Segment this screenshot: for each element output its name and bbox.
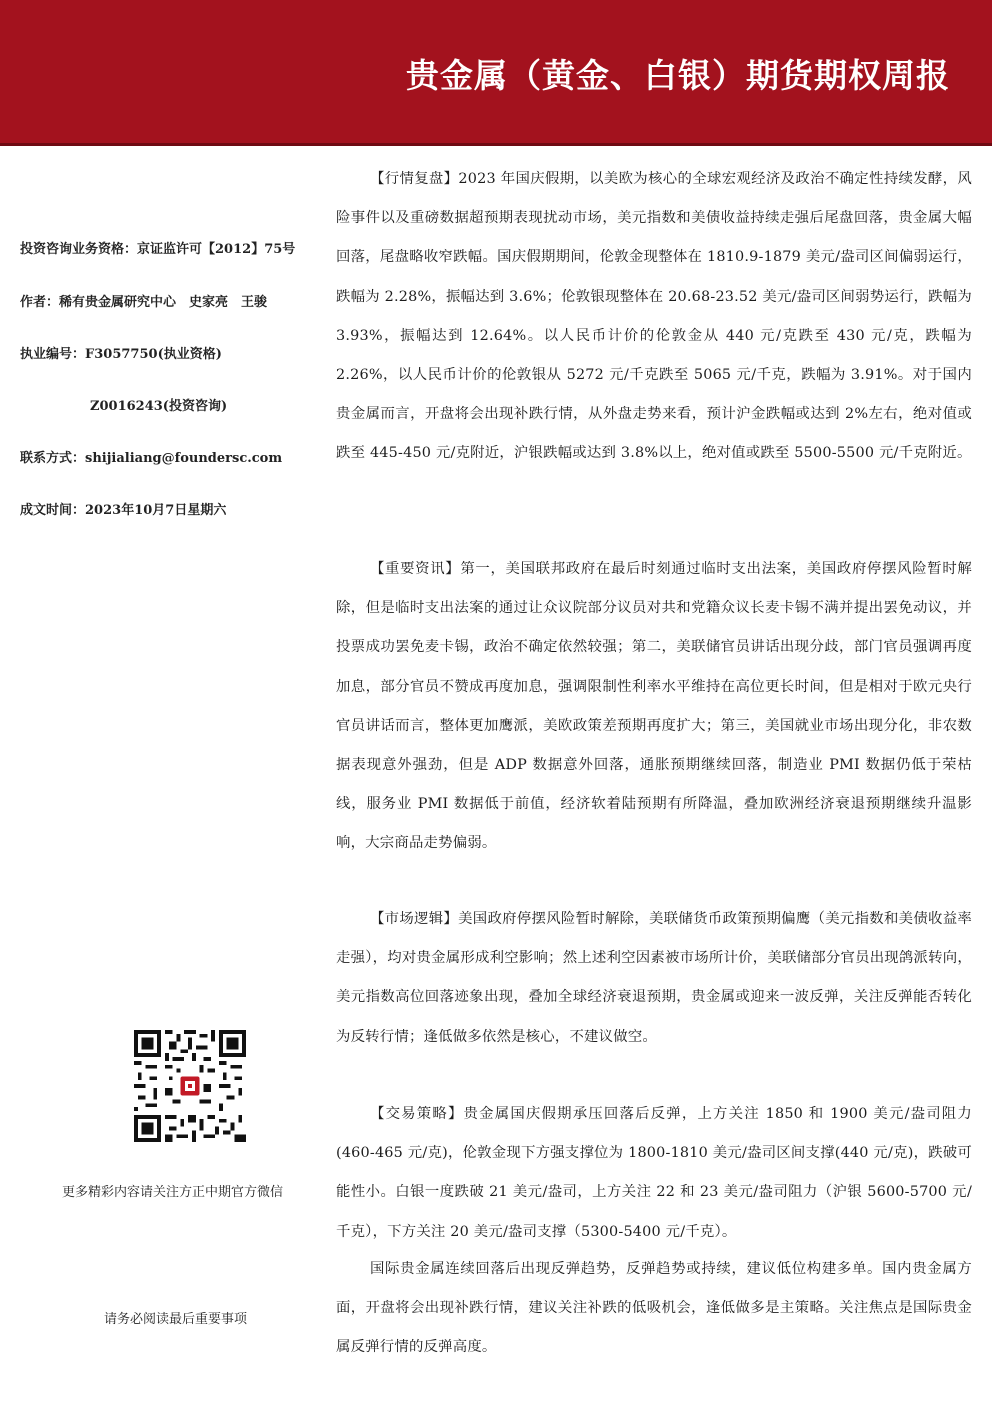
author-row bbox=[20, 291, 267, 310]
trading-strategy-paragraph: 【交易策略】贵金属国庆假期承压回落后反弹，上方关注 1850 和 1900 美元/盎司阻力(460-465 元/克)，伦敦金现下方强支撑位为 1800-1810 美元/盎司区间支撑(440 元/克)，跌破可能性小。白银一度跌破 21 美元/盎司，上方关注 22 和 23 美元/盎司阻力（沪银 5600-5700 元/千克），下方关注 20 美元/盎司支撑（5300-5400 元/千克）。 bbox=[336, 1106, 972, 1240]
date-row bbox=[20, 499, 226, 518]
market-review-paragraph: 【行情复盘】2023 年国庆假期，以美欧为核心的全球宏观经济及政治不确定性持续发酵，风险事件以及重磅数据超预期表现扰动市场，美元指数和美债收益持续走强后尾盘回落，贵金属大幅回落，尾盘略收窄跌幅。国庆假期期间，伦敦金现整体在 1810.9-1879 美元/盎司区间偏弱运行，跌幅为 2.28%，振幅达到 3.6%；伦敦银现整体在 20.68-23.52 美元/盎司区间弱势运行，跌幅为 3.93%，振幅达到 12.64%。以人民币计价的伦敦金从 440 元/克跌至 430 元/克，跌幅为 2.26%，以人民币计价的伦敦银从 5272 元/千克跌至 5065 元/千克，跌幅为 3.91%。对于国内贵金属而言，开盘将会出现补跌行情，从外盘走势来看，预计沪金跌幅或达到 2%左右，绝对值或跌至 445-450 元/克附近，沪银跌幅或达到 3.8%以上，绝对值或跌至 5500-5500 元/千克附近。 bbox=[336, 171, 972, 462]
qr-caption: 更多精彩内容请关注方正中期官方微信 bbox=[62, 1185, 284, 1200]
outlook-paragraph: 国际贵金属连续回落后出现反弹趋势，反弹趋势或持续，建议低位构建多单。国内贵金属方面，开盘将会出现补跌行情，建议关注补跌的低吸机会，逢低做多是主策略。关注焦点是国际贵金属反弹行情的反弹高度。 bbox=[336, 1261, 972, 1356]
license-value-1: F3057750(执业资格) bbox=[85, 347, 222, 362]
key-news-paragraph: 【重要资讯】第一，美国联邦政府在最后时刻通过临时支出法案，美国政府停摆风险暂时解除，但是临时支出法案的通过让众议院部分议员对共和党籍众议长麦卡锡不满并提出罢免动议，并投票成功罢免麦卡锡，政治不确定依然较强；第二，美联储官员讲话出现分歧，部门官员强调再度加息，部分官员不赞成再度加息，强调限制性利率水平维持在高位更长时间，但是相对于欧元央行官员讲话而言，整体更加鹰派，美欧政策差预期再度扩大；第三，美国就业市场出现分化，非农数据表现意外强劲，但是 ADP 数据意外回落，通胀预期继续回落，制造业 PMI 数据仍低于荣枯线，服务业 PMI 数据低于前值，经济软着陆预期有所降温，叠加欧洲经济衰退预期继续升温影响，大宗商品走势偏弱。 bbox=[336, 561, 972, 852]
wechat-qr-code-icon bbox=[134, 1030, 246, 1142]
license-row-2 bbox=[90, 395, 227, 414]
market-logic-paragraph: 【市场逻辑】美国政府停摆风险暂时解除，美联储货币政策预期偏鹰（美元指数和美债收益率走强），均对贵金属形成利空影响；然上述利空因素被市场所计价，美联储部分官员出现鸽派转向，美元指数高位回落迹象出现，叠加全球经济衰退预期，贵金属或迎来一波反弹，关注反弹能否转化为反转行情；逢低做多依然是核心，不建议做空。 bbox=[336, 911, 972, 1045]
license-value-2: Z0016243(投资咨询) bbox=[90, 399, 228, 414]
date-label: 成文时间： bbox=[20, 503, 86, 518]
contact-email-link[interactable]: shijialiang@foundersc.com bbox=[85, 451, 283, 466]
important-notice: 请务必阅读最后重要事项 bbox=[104, 1312, 248, 1327]
qualification-row bbox=[20, 238, 295, 257]
qualification-label: 投资咨询业务资格： bbox=[20, 242, 138, 257]
license-row bbox=[20, 343, 222, 362]
author-label: 作者： bbox=[20, 295, 60, 310]
license-label: 执业编号： bbox=[20, 347, 86, 362]
qualification-value: 京证监许可【2012】75号 bbox=[137, 242, 296, 257]
contact-label: 联系方式： bbox=[20, 451, 86, 466]
author-sidebar bbox=[0, 146, 322, 1403]
contact-row bbox=[20, 447, 282, 466]
date-value: 2023年10月7日星期六 bbox=[85, 503, 227, 518]
report-header bbox=[0, 0, 992, 146]
author-value: 稀有贵金属研究中心 史家亮 王骏 bbox=[59, 295, 268, 310]
report-title: 贵金属（黄金、白银）期货期权周报 bbox=[406, 56, 950, 95]
